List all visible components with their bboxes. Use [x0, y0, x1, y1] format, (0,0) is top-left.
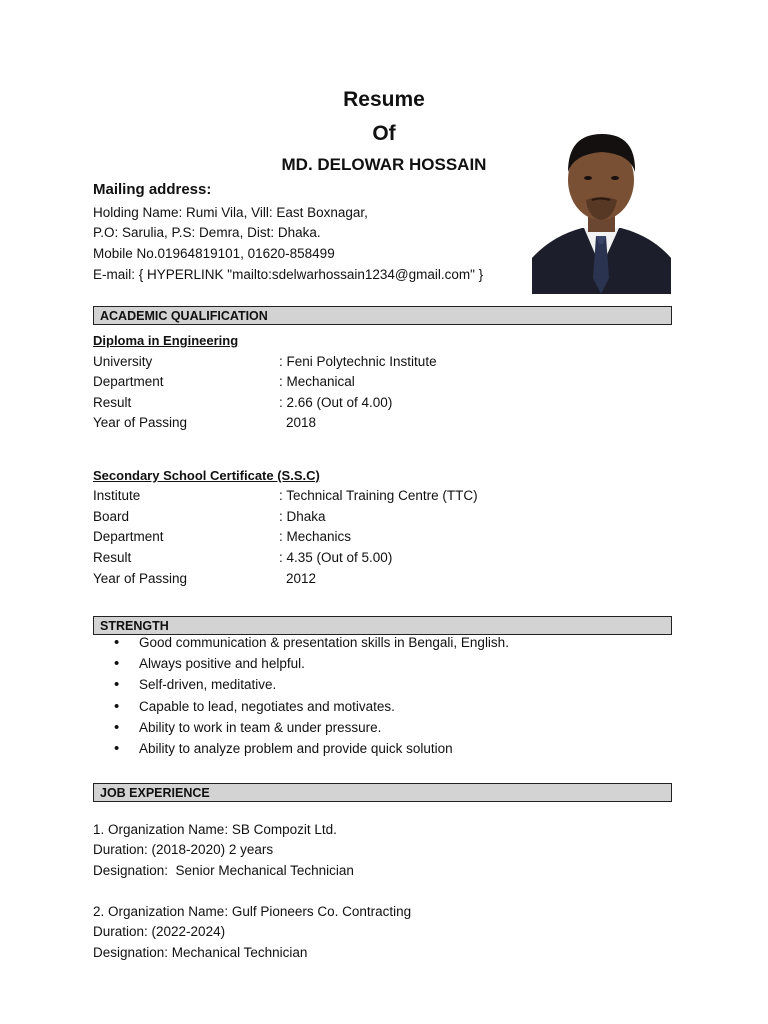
email-line: E-mail: { HYPERLINK "mailto:sdelwarhossain1234@gmail.com" }	[93, 267, 484, 282]
address-line: P.O: Sarulia, P.S: Demra, Dist: Dhaka.	[93, 225, 321, 240]
ssc-label-institute: Institute	[93, 488, 141, 503]
profile-photo	[532, 128, 671, 294]
diploma-value-result: : 2.66 (Out of 4.00)	[279, 395, 393, 410]
strength-item: • Ability to work in team & under pressure.	[114, 720, 509, 741]
ssc-value-institute: : Technical Training Centre (TTC)	[279, 488, 478, 503]
ssc-label-department: Department	[93, 529, 164, 544]
candidate-name: MD. DELOWAR HOSSAIN	[281, 155, 487, 174]
diploma-label-year: Year of Passing	[93, 415, 188, 430]
job-duration: Duration: (2018-2020) 2 years	[93, 842, 274, 857]
ssc-label-board: Board	[93, 509, 130, 524]
diploma-title: Diploma in Engineering	[93, 333, 239, 348]
address-line: Holding Name: Rumi Vila, Vill: East Boxnagar,	[93, 205, 368, 220]
ssc-value-department: : Mechanics	[279, 529, 352, 544]
job-designation: Designation: Senior Mechanical Technician	[93, 863, 354, 878]
diploma-label-university: University	[93, 354, 153, 369]
ssc-value-result: : 4.35 (Out of 5.00)	[279, 550, 393, 565]
section-academic-qualification: ACADEMIC QUALIFICATION	[93, 306, 672, 325]
ssc-label-result: Result	[93, 550, 132, 565]
mobile-line: Mobile No.01964819101, 01620-858499	[93, 246, 335, 261]
resume-title-of: Of	[372, 122, 396, 145]
diploma-label-department: Department	[93, 374, 164, 389]
job-designation: Designation: Mechanical Technician	[93, 945, 308, 960]
resume-title: Resume	[343, 88, 425, 111]
job-organization: 1. Organization Name: SB Compozit Ltd.	[93, 822, 337, 837]
strength-item: • Good communication & presentation skills in Bengali, English.	[114, 635, 509, 656]
diploma-label-result: Result	[93, 395, 132, 410]
diploma-value-university: : Feni Polytechnic Institute	[279, 354, 437, 369]
strength-item: • Ability to analyze problem and provide quick solution	[114, 741, 509, 762]
diploma-value-year: 2018	[286, 415, 317, 430]
strength-item: • Capable to lead, negotiates and motivates.	[114, 699, 509, 720]
ssc-value-year: 2012	[286, 571, 317, 586]
strength-list	[114, 635, 509, 762]
section-strength: STRENGTH	[93, 616, 672, 635]
job-organization: 2. Organization Name: Gulf Pioneers Co. Contracting	[93, 904, 412, 919]
job-duration: Duration: (2022-2024)	[93, 924, 226, 939]
section-job-experience: JOB EXPERIENCE	[93, 783, 672, 802]
strength-item: • Always positive and helpful.	[114, 656, 509, 677]
mailing-address-heading: Mailing address:	[93, 181, 212, 198]
ssc-title: Secondary School Certificate (S.S.C)	[93, 468, 320, 483]
strength-item: • Self-driven, meditative.	[114, 677, 509, 698]
diploma-value-department: : Mechanical	[279, 374, 355, 389]
ssc-value-board: : Dhaka	[279, 509, 326, 524]
ssc-label-year: Year of Passing	[93, 571, 188, 586]
